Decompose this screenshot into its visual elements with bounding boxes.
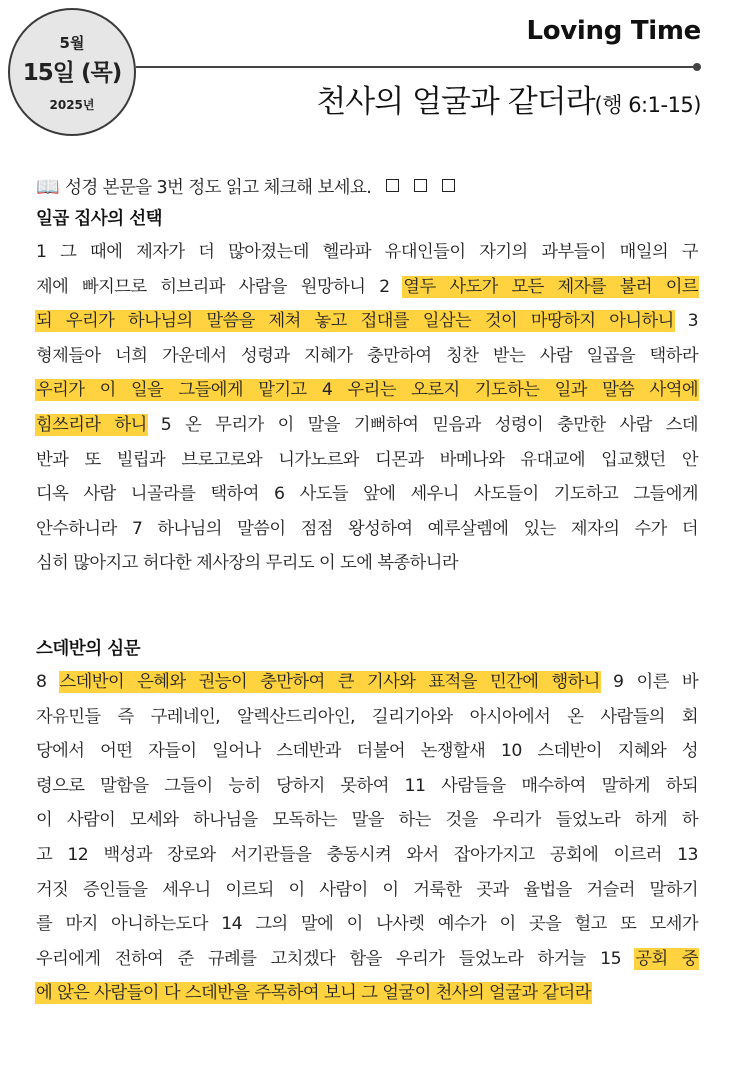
scripture-line	[36, 512, 698, 547]
scripture-paragraph	[36, 235, 698, 581]
verse-text: 5 온 무리가 이 말을 기뻐하여 믿음과 성령이 충만한 사람 스데	[146, 414, 698, 435]
scripture-section	[36, 633, 698, 1011]
read-checkbox-3[interactable]	[442, 179, 455, 192]
scripture-reference: (행 6:1-15)	[594, 93, 701, 117]
header-divider	[136, 66, 696, 68]
devotional-content	[36, 172, 698, 1011]
scripture-sections	[36, 203, 698, 1011]
date-badge	[8, 8, 136, 136]
highlighted-text: 힘쓰리라 하니	[36, 414, 147, 435]
instruction-text: 성경 본문을 3번 정도 읽고 체크해 보세요.	[65, 178, 372, 198]
verse-text: 우리에게 전하여 준 규례를 고치겠다 함을 우리가 들었노라 하거늘 15	[36, 948, 636, 969]
scripture-line	[36, 873, 698, 908]
scripture-line	[36, 477, 698, 512]
reading-instruction	[36, 172, 698, 203]
scripture-line	[36, 373, 698, 408]
scripture-line	[36, 235, 698, 270]
verse-text: 1 그 때에 제자가 더 많아졌는데 헬라파 유대인들이 자기의 과부들이 매일의 구	[36, 242, 698, 262]
scripture-line	[36, 769, 698, 804]
verse-text: 를 마지 아니하는도다 14 그의 말에 이 나사렛 예수가 이 곳을 헐고 또 모세가	[36, 914, 698, 935]
scripture-line	[36, 942, 698, 977]
verse-text: 자유민들 즉 구레네인, 알렉산드리아인, 길리기아와 아시아에서 온 사람들의 회	[36, 706, 698, 727]
brand-title: Loving Time	[526, 16, 701, 46]
scripture-line	[36, 408, 698, 443]
verse-text: 고 12 백성과 장로와 서기관들을 충동시켜 와서 잡아가지고 공회에 이르러 13	[36, 844, 698, 865]
scripture-line	[36, 270, 698, 305]
highlighted-text: 열두 사도가 모든 제자를 불러 이르	[403, 276, 698, 297]
scripture-line	[36, 700, 698, 735]
verse-text: 이 사람이 모세와 하나님을 모독하는 말을 하는 것을 우리가 들었노라 하게 하	[36, 810, 698, 831]
highlighted-text: 공회 중	[635, 948, 699, 969]
page-title	[316, 76, 701, 121]
highlighted-text: 에 앉은 사람들이 다 스데반을 주목하여 보니 그 얼굴이 천사의 얼굴과 같더라	[36, 983, 591, 1004]
scripture-line	[36, 339, 698, 374]
scripture-line	[36, 734, 698, 769]
read-checkbox-1[interactable]	[386, 179, 399, 192]
verse-text: 안수하니라 7 하나님의 말씀이 점점 왕성하여 예루살렘에 있는 제자의 수가 더	[36, 518, 698, 539]
date-day: 15일 (목)	[22, 60, 122, 86]
verse-text: 당에서 어떤 자들이 일어나 스데반과 더불어 논쟁할새 10 스데반이 지혜와 성	[36, 741, 698, 762]
verse-text: 령으로 말함을 그들이 능히 당하지 못하여 11 사람들을 매수하여 말하게 하되	[36, 775, 698, 796]
date-month: 5월	[59, 34, 85, 52]
verse-text: 3	[673, 311, 699, 332]
highlighted-text: 되 우리가 하나님의 말씀을 제쳐 놓고 접대를 일삼는 것이 마땅하지 아니하니	[36, 311, 674, 332]
scripture-section	[36, 203, 698, 581]
title-main: 천사의 얼굴과 같더라	[316, 84, 595, 120]
verse-text: 9 이른 바	[599, 671, 698, 692]
verse-text: 디옥 사람 니골라를 택하여 6 사도들 앞에 세우니 사도들이 기도하고 그들에게	[36, 484, 698, 505]
highlighted-text: 우리가 이 일을 그들에게 맡기고 4 우리는 오로지 기도하는 일과 말씀 사역에	[36, 380, 698, 401]
scripture-line	[36, 976, 698, 1011]
scripture-line	[36, 304, 698, 339]
highlighted-text: 스데반이 은혜와 권능이 충만하여 큰 기사와 표적을 민간에 행하니	[59, 671, 600, 692]
section-heading: 일곱 집사의 선택	[36, 209, 163, 229]
date-year: 2025년	[49, 98, 95, 112]
scripture-line	[36, 546, 698, 581]
scripture-line	[36, 907, 698, 942]
section-heading: 스데반의 심문	[36, 638, 141, 659]
verse-text: 반과 또 빌립과 브로고로와 니가노르와 디몬과 바메나와 유대교에 입교했던 안	[36, 449, 698, 470]
verse-text: 제에 빠지므로 히브리파 사람을 원망하니 2	[36, 276, 404, 297]
verse-text: 8	[36, 671, 60, 692]
scripture-line	[36, 838, 698, 873]
verse-text: 거짓 증인들을 세우니 이르되 이 사람이 이 거룩한 곳과 율법을 거슬러 말하기	[36, 879, 698, 900]
open-book-icon: 📖	[36, 176, 60, 198]
scripture-line	[36, 803, 698, 838]
scripture-line	[36, 665, 698, 700]
scripture-paragraph	[36, 665, 698, 1011]
verse-text: 심히 많아지고 허다한 제사장의 무리도 이 도에 복종하니라	[36, 553, 459, 574]
read-checkbox-2[interactable]	[414, 179, 427, 192]
verse-text: 형제들아 너희 가운데서 성령과 지혜가 충만하여 칭찬 받는 사람 일곱을 택하라	[36, 345, 698, 366]
scripture-line	[36, 443, 698, 478]
header-divider-dot	[693, 63, 701, 71]
